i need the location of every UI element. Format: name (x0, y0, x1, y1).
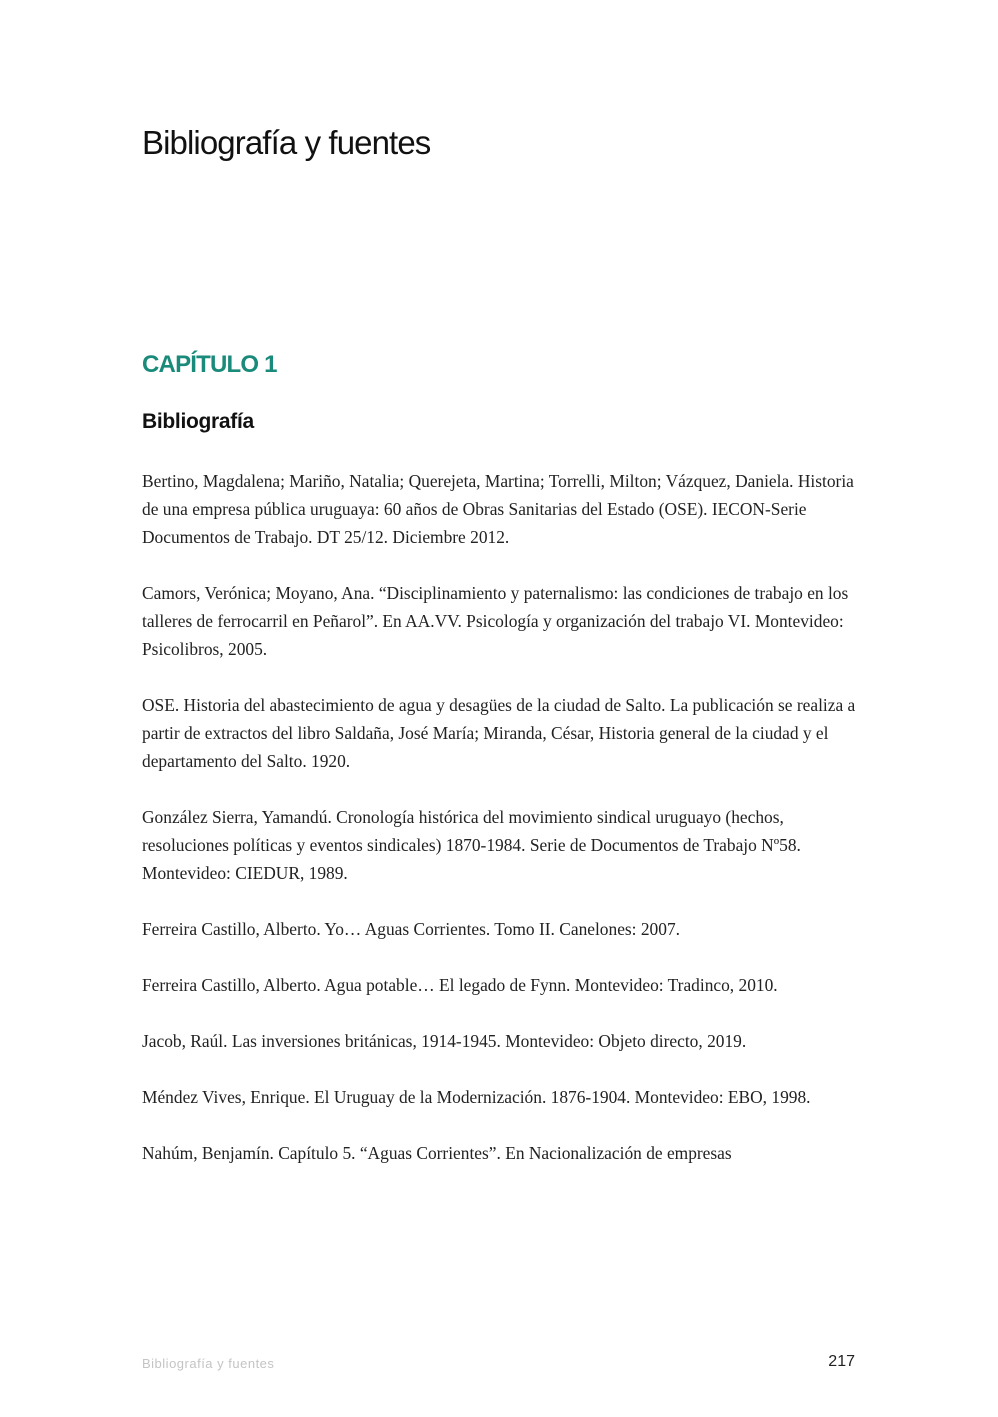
reference-entry: Nahúm, Benjamín. Capítulo 5. “Aguas Corrientes”. En Nacionalización de empresas (142, 1143, 732, 1163)
reference-entry: Ferreira Castillo, Alberto. Yo… Aguas Corrientes. Tomo II. Canelones: 2007. (142, 919, 680, 939)
page-number: 217 (828, 1353, 855, 1370)
chapter-heading: CAPÍTULO 1 (142, 351, 277, 378)
page-title: Bibliografía y fuentes (142, 124, 431, 161)
footer-running-title: Bibliografía y fuentes (142, 1356, 275, 1371)
reference-entry: Bertino, Magdalena; Mariño, Natalia; Querejeta, Martina; Torrelli, Milton; Vázquez, Daniela. Historia de una empresa pública uruguaya: 60 años de Obras Sanitarias del Estado (OSE). IECON-Serie Documentos de Trabajo. DT 25/12. Diciembre 2012. (142, 471, 854, 547)
section-heading: Bibliografía (142, 410, 254, 433)
reference-entry: OSE. Historia del abastecimiento de agua y desagües de la ciudad de Salto. La publicación se realiza a partir de extractos del libro Saldaña, José María; Miranda, César, Historia general de la ciudad y el departamento del Salto. 1920. (142, 695, 856, 771)
reference-entry: Camors, Verónica; Moyano, Ana. “Disciplinamiento y paternalismo: las condiciones de trabajo en los talleres de ferrocarril en Peñarol”. En AA.VV. Psicología y organización del trabajo VI. Montevideo: Psicolibros, 2005. (142, 583, 849, 659)
reference-entry: González Sierra, Yamandú. Cronología histórica del movimiento sindical uruguayo (hechos, resoluciones políticas y eventos sindicales) 1870-1984. Serie de Documentos de Trabajo Nº58. Montevideo: CIEDUR, 1989. (142, 807, 801, 883)
reference-entry: Jacob, Raúl. Las inversiones británicas, 1914-1945. Montevideo: Objeto directo, 2019. (142, 1031, 747, 1051)
reference-list (142, 467, 858, 1195)
reference-entry: Méndez Vives, Enrique. El Uruguay de la Modernización. 1876-1904. Montevideo: EBO, 1998. (142, 1087, 811, 1107)
reference-entry: Ferreira Castillo, Alberto. Agua potable… El legado de Fynn. Montevideo: Tradinco, 2010. (142, 975, 778, 995)
